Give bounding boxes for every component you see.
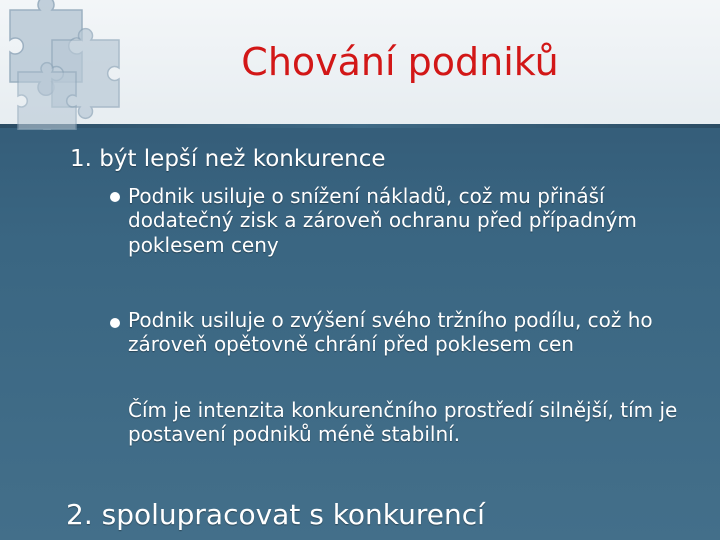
puzzle-icon xyxy=(0,0,130,130)
bullet-dot-icon xyxy=(110,192,120,202)
point-1-heading: 1. být lepší než konkurence xyxy=(70,146,386,172)
slide-title: Chování podniků xyxy=(241,40,559,84)
note-text: Čím je intenzita konkurenčního prostředí silnější, tím je postavení podniků méně stabilní. xyxy=(128,398,678,447)
bullet-item-2: Podnik usiluje o zvýšení svého tržního podílu, což ho zároveň opětovně chrání před poklesem cen xyxy=(128,308,653,357)
point-2-heading: 2. spolupracovat s konkurencí xyxy=(66,498,485,531)
bullet-item-1: Podnik usiluje o snížení nákladů, což mu přináší dodatečný zisk a zároveň ochranu před případným poklesem ceny xyxy=(128,184,637,257)
bullet-dot-icon xyxy=(110,318,120,328)
